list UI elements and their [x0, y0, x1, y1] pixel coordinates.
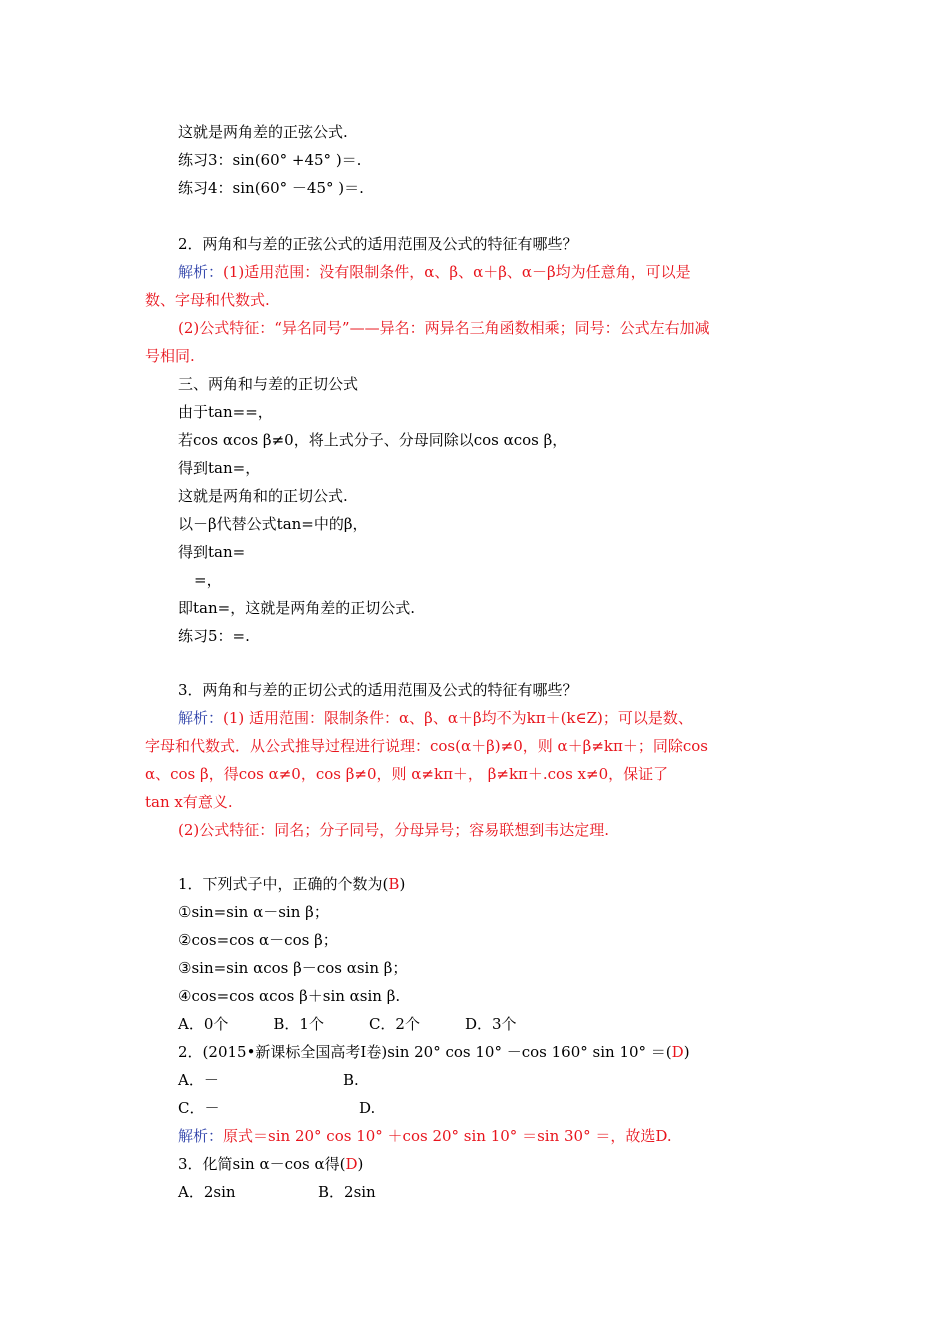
analysis-text: (1)适用范围：没有限制条件，α、β、α＋β、α－β均为任意角，可以是 — [223, 263, 691, 281]
answer: D — [671, 1043, 684, 1061]
answer: D — [345, 1155, 358, 1173]
question-1: 1．下列式子中，正确的个数为(B) — [178, 875, 406, 893]
analysis-label: 解析： — [178, 1127, 224, 1145]
analysis-text: 字母和代数式．从公式推导过程进行说理：cos(α＋β)≠0，则 α＋β≠kπ＋；同除cos — [145, 737, 708, 755]
question-heading-3: 3．两角和与差的正切公式的适用范围及公式的特征有哪些？ — [178, 681, 578, 699]
analysis-line — [178, 262, 691, 282]
text-line: 得到tan= — [178, 543, 246, 561]
choice-option-b: B．2sin — [318, 1183, 376, 1201]
analysis-text: tan x有意义. — [145, 793, 233, 811]
analysis-label: 解析： — [178, 709, 224, 727]
text-line: 这就是两角差的正弦公式. — [178, 123, 348, 141]
analysis-text: α、cos β，得cos α≠0，cos β≠0，则 α≠kπ＋， β≠kπ＋.cos x≠0，保证了 — [145, 765, 669, 783]
question-heading-2: 2．两角和与差的正弦公式的适用范围及公式的特征有哪些？ — [178, 235, 578, 253]
statement: ②cos=cos α－cos β； — [178, 931, 338, 949]
choice-option-d: D. — [359, 1099, 376, 1117]
exercise-5: 练习5：=. — [178, 627, 250, 645]
text-line: 这就是两角和的正切公式. — [178, 487, 348, 505]
statement: ①sin=sin α－sin β； — [178, 903, 329, 921]
analysis-text: (2)公式特征：“异名同号”——异名：两异名三角函数相乘；同号：公式左右加减 — [178, 319, 710, 337]
question-2: 2．(2015•新课标全国高考Ⅰ卷)sin 20° cos 10° －cos 160° sin 10° ＝(D) — [178, 1043, 690, 1061]
text-line: 得到tan=， — [178, 459, 261, 477]
text-line: =， — [194, 571, 222, 589]
question-3: 3．化简sin α－cos α得(D) — [178, 1155, 364, 1173]
analysis-line — [178, 1126, 672, 1146]
choice-options: A．0个 B．1个 C．2个 D．3个 — [178, 1015, 517, 1033]
analysis-text: (1) 适用范围：限制条件：α、β、α＋β均不为kπ＋(k∈Z)；可以是数、 — [223, 709, 693, 727]
analysis-line — [178, 708, 693, 728]
choice-option-a: A．－ — [178, 1071, 219, 1089]
text-line: 若cos αcos β≠0，将上式分子、分母同除以cos αcos β， — [178, 431, 568, 449]
choice-option-a: A．2sin — [178, 1183, 236, 1201]
analysis-text: 原式＝sin 20° cos 10° ＋cos 20° sin 10° ＝sin 30° ＝，故选D. — [223, 1127, 672, 1145]
analysis-text: (2)公式特征：同名；分子同号，分母异号；容易联想到韦达定理. — [178, 821, 610, 839]
exercise-4: 练习4：sin(60° －45° )＝. — [178, 179, 364, 197]
answer: B — [388, 875, 400, 893]
analysis-text: 数、字母和代数式. — [145, 291, 270, 309]
statement: ④cos=cos αcos β＋sin αsin β. — [178, 987, 401, 1005]
statement: ③sin=sin αcos β－cos αsin β； — [178, 959, 408, 977]
exercise-3: 练习3：sin(60° +45° )＝. — [178, 151, 362, 169]
analysis-text: 号相同. — [145, 347, 195, 365]
section-heading: 三、两角和与差的正切公式 — [178, 375, 359, 393]
choice-option-b: B. — [343, 1071, 359, 1089]
analysis-label: 解析： — [178, 263, 224, 281]
text-line: 以－β代替公式tan=中的β， — [178, 515, 368, 533]
text-line: 即tan=，这就是两角差的正切公式. — [178, 599, 415, 617]
choice-option-c: C．－ — [178, 1099, 220, 1117]
text-line: 由于tan==， — [178, 403, 273, 421]
